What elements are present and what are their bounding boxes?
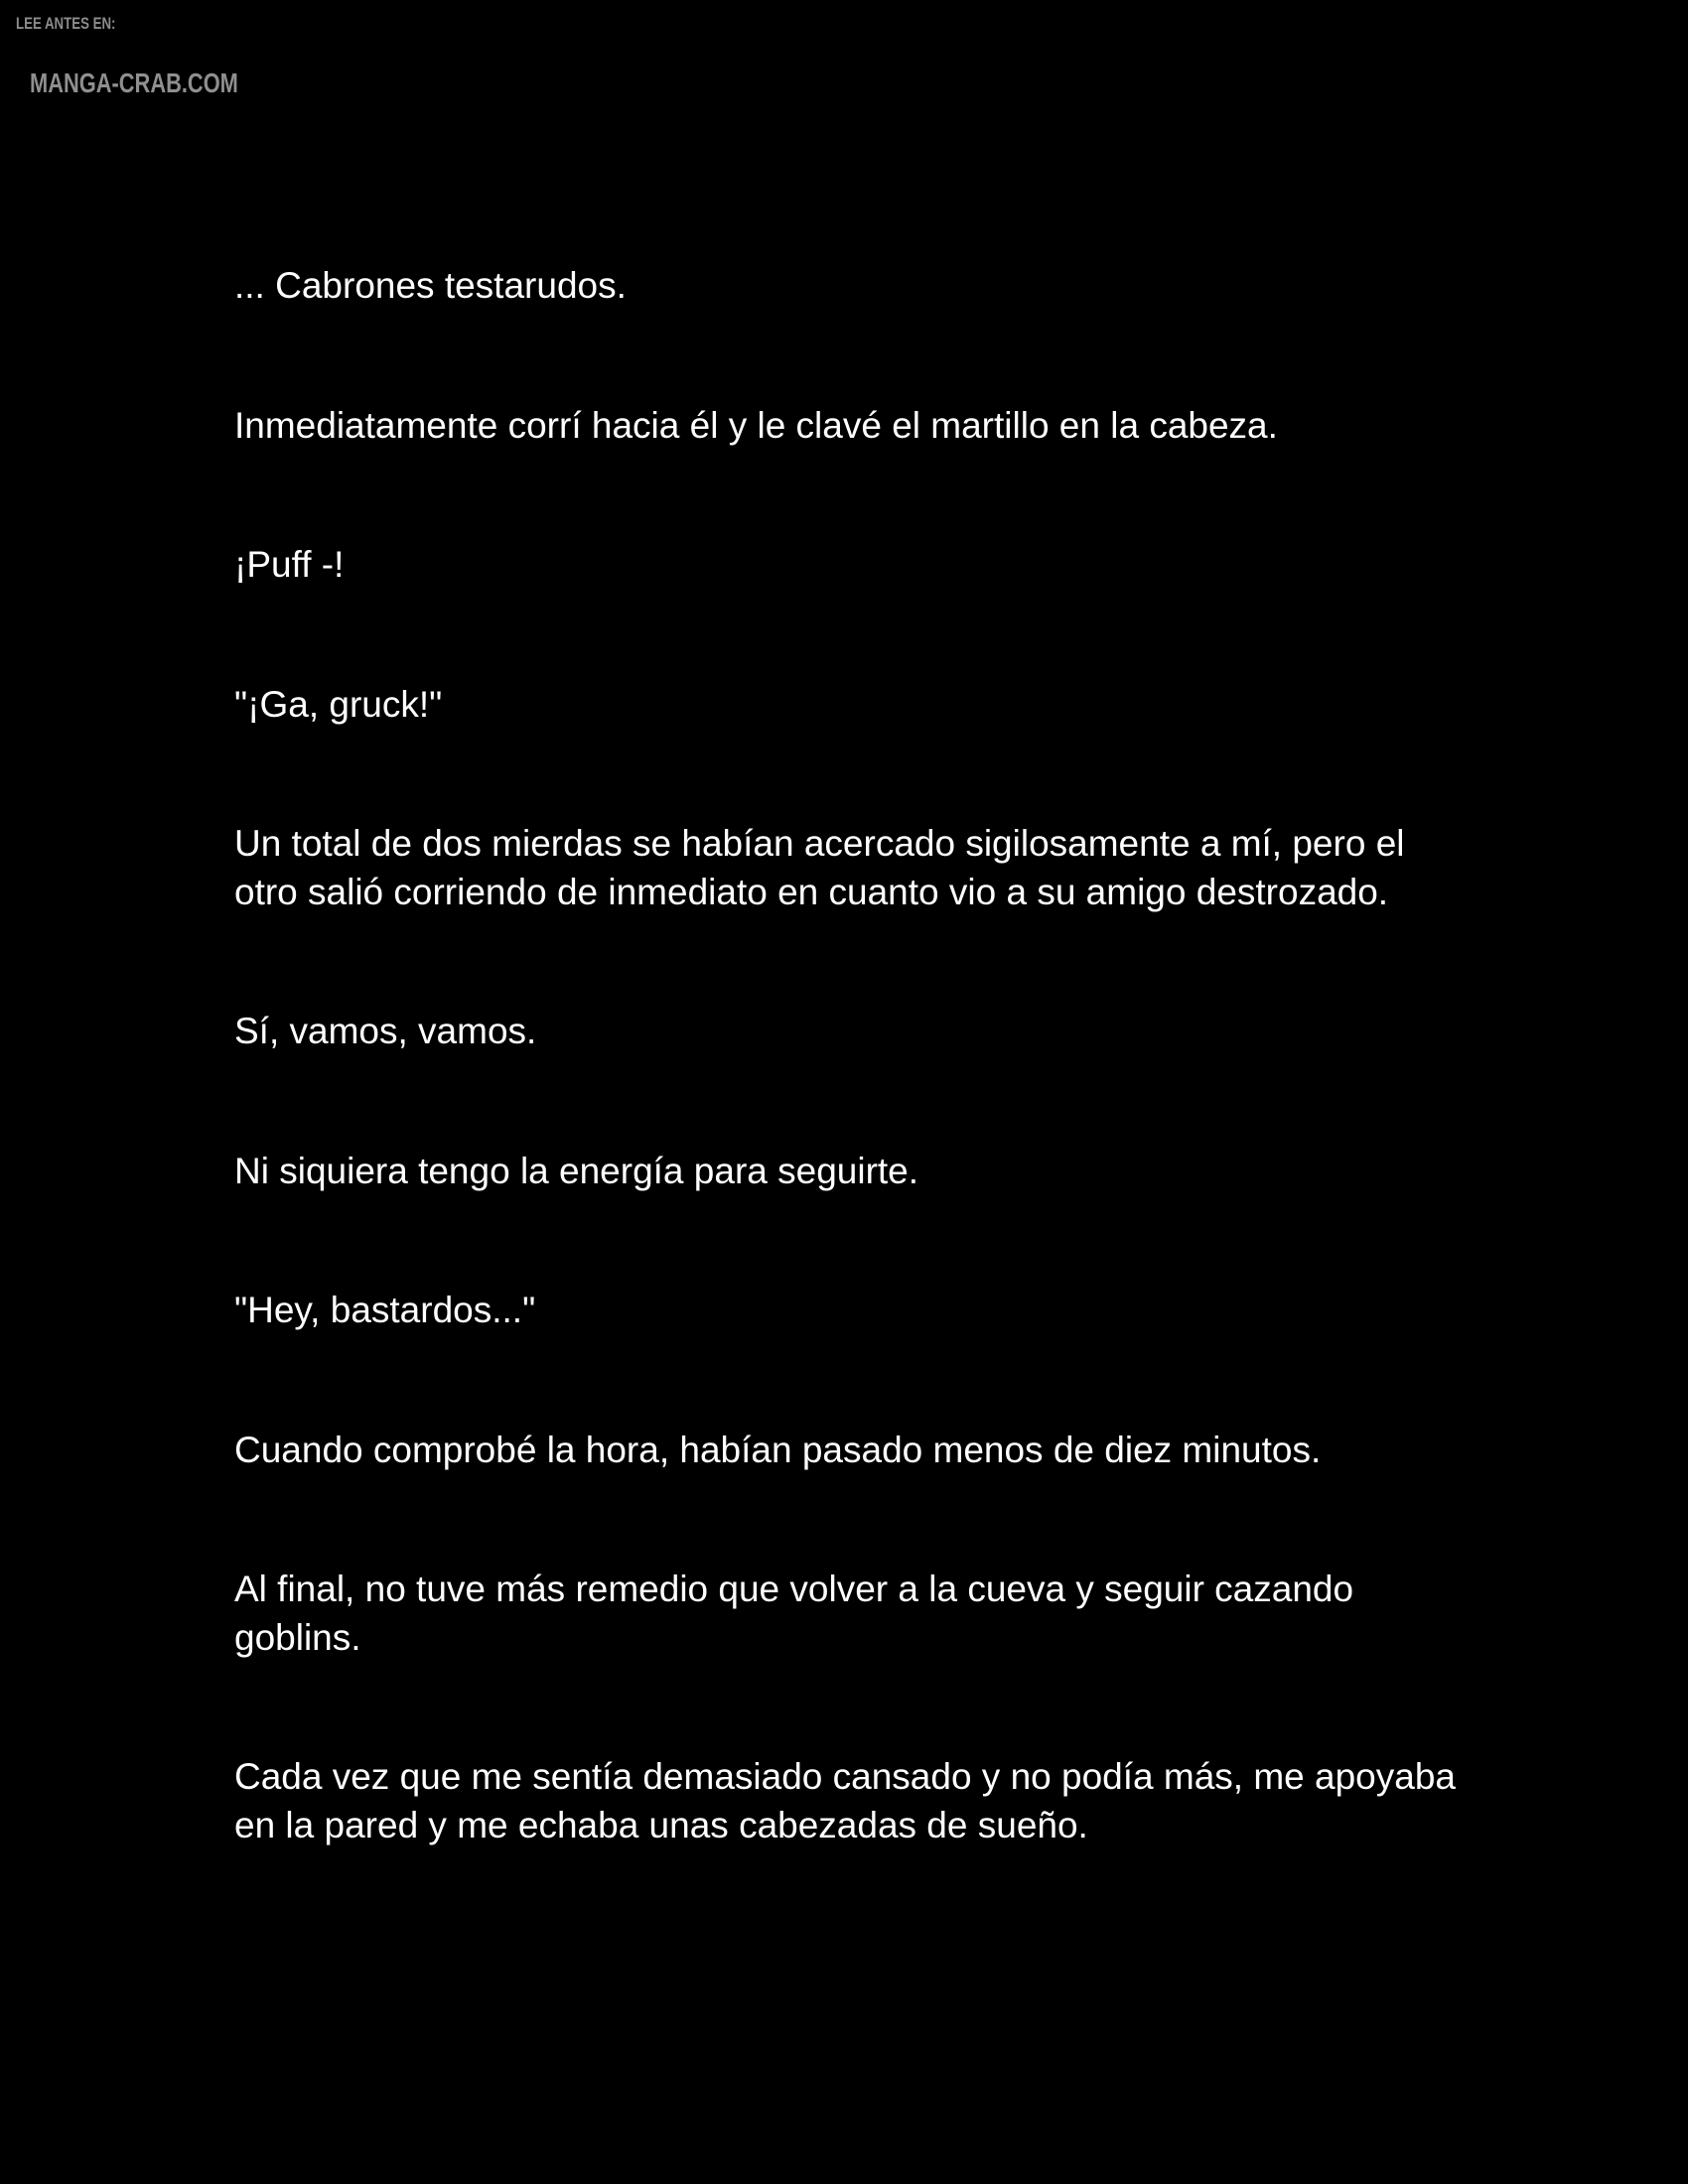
paragraph: Un total de dos mierdas se habían acercado sigilosamente a mí, pero el otro salió corriendo de inmediato en cuanto vio a su amigo destrozado. <box>234 823 1405 912</box>
paragraph: ... Cabrones testarudos. <box>234 265 627 306</box>
document-text <box>234 262 1456 1941</box>
paragraph: Ni siquiera tengo la energía para seguirte. <box>234 1150 919 1191</box>
paragraph: Cuando comprobé la hora, habían pasado menos de diez minutos. <box>234 1429 1322 1470</box>
paragraph: Al final, no tuve más remedio que volver a la cueva y seguir cazando goblins. <box>234 1569 1354 1658</box>
paragraph: "¡Ga, gruck!" <box>234 683 443 725</box>
paragraph: "Hey, bastardos..." <box>234 1290 536 1330</box>
paragraph: ¡Puff -! <box>234 544 345 585</box>
paragraph: Cada vez que me sentía demasiado cansado y no podía más, me apoyaba en la pared y me echaba unas cabezadas de sueño. <box>234 1756 1456 1845</box>
watermark-label: LEE ANTES EN: <box>16 14 116 33</box>
paragraph: Sí, vamos, vamos. <box>234 1011 537 1051</box>
paragraph: Inmediatamente corrí hacia él y le clavé el martillo en la cabeza. <box>234 404 1278 446</box>
watermark <box>16 14 297 99</box>
watermark-site: MANGA-CRAB.COM <box>30 68 238 98</box>
